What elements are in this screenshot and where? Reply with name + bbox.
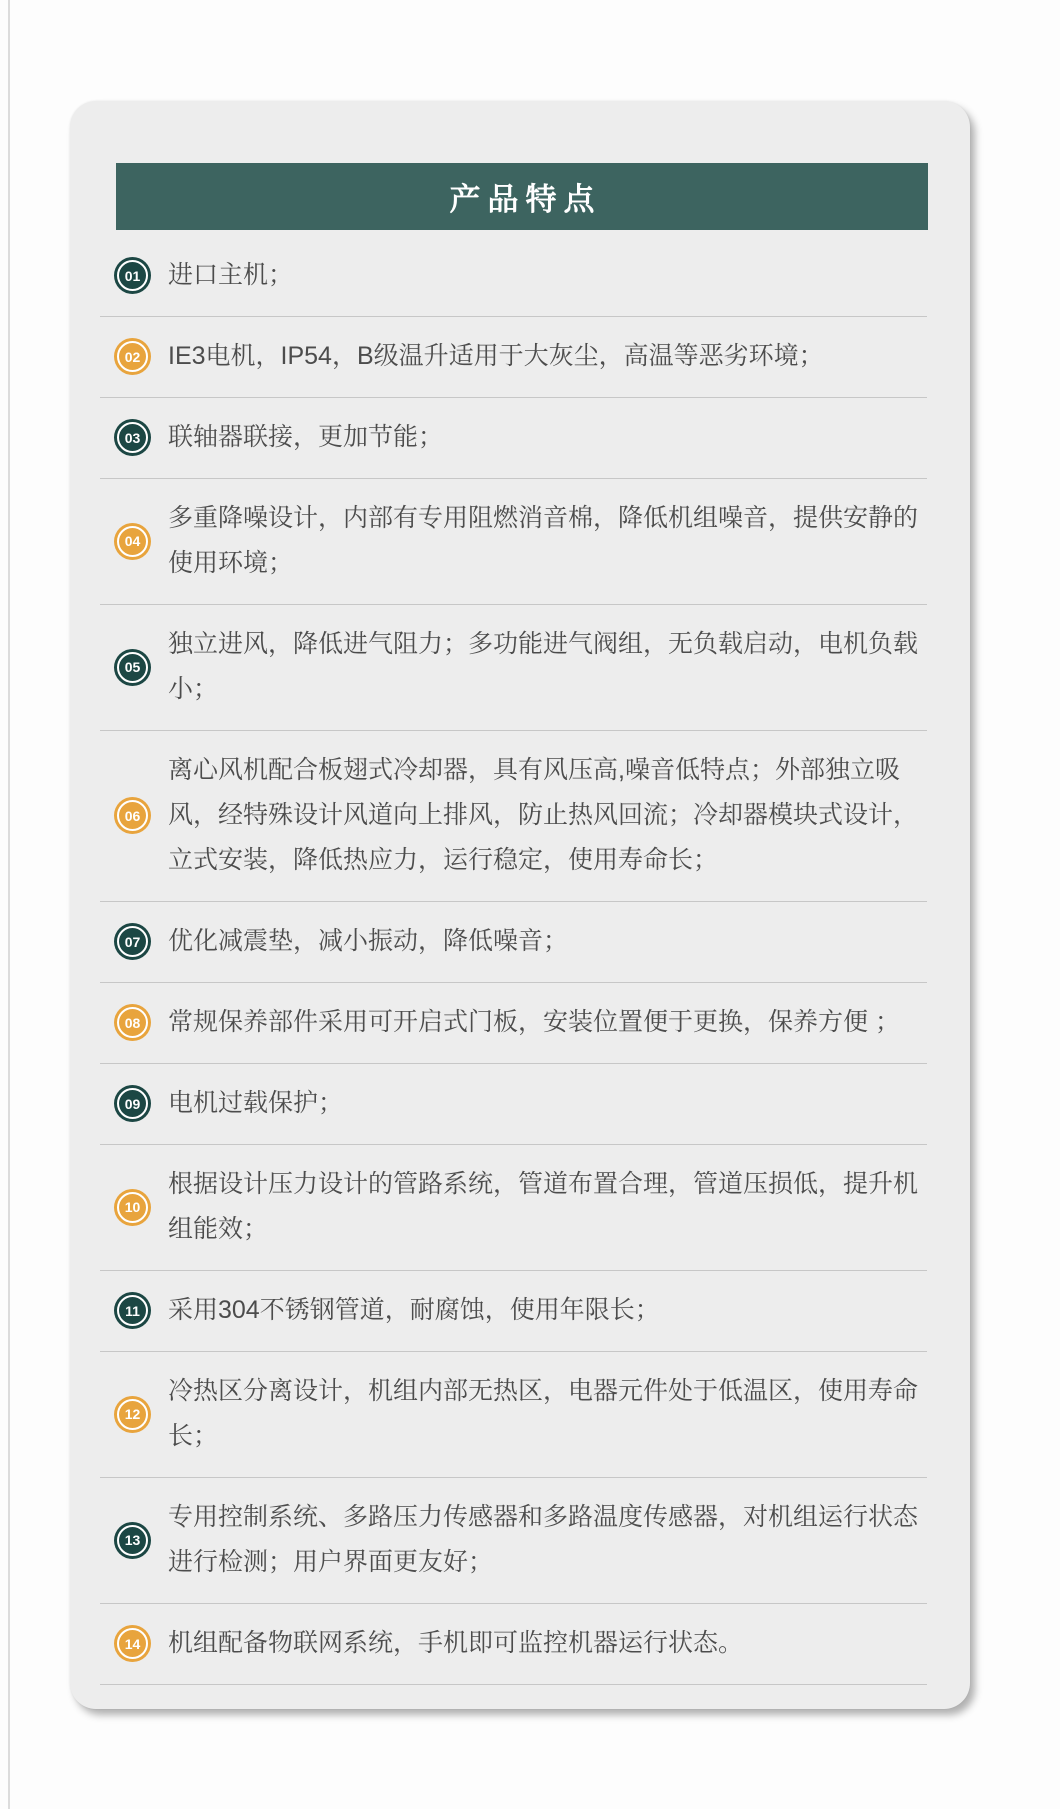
item-text: 冷热区分离设计，机组内部无热区，电器元件处于低温区，使用寿命长； <box>168 1377 919 1450</box>
item-number-badge: 11 <box>117 1295 148 1326</box>
item-text: 进口主机； <box>168 261 294 289</box>
features-list <box>100 230 927 1685</box>
feature-item <box>100 1271 927 1352</box>
item-number-badge: 08 <box>117 1007 148 1038</box>
feature-item <box>100 317 927 398</box>
feature-item <box>100 1145 927 1271</box>
item-number-badge: 12 <box>117 1399 148 1430</box>
item-number-badge: 04 <box>117 526 148 557</box>
feature-item <box>100 731 927 902</box>
item-number-badge: 05 <box>117 652 148 683</box>
item-text: 联轴器联接，更加节能； <box>168 423 444 451</box>
item-text: 专用控制系统、多路压力传感器和多路温度传感器，对机组运行状态进行检测；用户界面更友好； <box>168 1503 919 1576</box>
item-text: IE3电机，IP54，B级温升适用于大灰尘，高温等恶劣环境； <box>168 342 824 370</box>
feature-item <box>100 605 927 731</box>
item-number-badge: 09 <box>117 1088 148 1119</box>
item-text: 离心风机配合板翅式冷却器，具有风压高,噪音低特点；外部独立吸风，经特殊设计风道向上排风，防止热风回流；冷却器模块式设计，立式安装，降低热应力，运行稳定，使用寿命长； <box>168 756 919 874</box>
feature-item <box>100 236 927 317</box>
page-left-border <box>8 0 10 1809</box>
item-text: 机组配备物联网系统，手机即可监控机器运行状态。 <box>168 1629 744 1657</box>
item-number-badge: 06 <box>117 800 148 831</box>
item-number-badge: 01 <box>117 260 148 291</box>
item-number-badge: 14 <box>117 1628 148 1659</box>
item-number-badge: 13 <box>117 1525 148 1556</box>
feature-item <box>100 1478 927 1604</box>
item-text: 多重降噪设计，内部有专用阻燃消音棉，降低机组噪音，提供安静的使用环境； <box>168 504 919 577</box>
item-number-badge: 07 <box>117 926 148 957</box>
feature-item <box>100 1064 927 1145</box>
feature-item <box>100 902 927 983</box>
section-title: 产品特点 <box>449 182 602 217</box>
item-text: 常规保养部件采用可开启式门板，安装位置便于更换，保养方便 ； <box>168 1008 900 1036</box>
item-text: 独立进风，降低进气阻力；多功能进气阀组，无负载启动，电机负载小； <box>168 630 919 703</box>
item-number-badge: 10 <box>117 1192 148 1223</box>
feature-item <box>100 398 927 479</box>
item-text: 优化减震垫，减小振动，降低噪音； <box>168 927 569 955</box>
item-text: 根据设计压力设计的管路系统，管道布置合理，管道压损低，提升机组能效； <box>168 1170 919 1243</box>
item-number-badge: 03 <box>117 422 148 453</box>
feature-item <box>100 1352 927 1478</box>
feature-item <box>100 983 927 1064</box>
product-features-card <box>70 101 970 1709</box>
feature-item <box>100 1604 927 1685</box>
feature-item <box>100 479 927 605</box>
item-text: 采用304不锈钢管道，耐腐蚀，使用年限长； <box>168 1296 660 1324</box>
item-text: 电机过载保护； <box>168 1089 344 1117</box>
item-number-badge: 02 <box>117 341 148 372</box>
section-header <box>116 163 928 230</box>
